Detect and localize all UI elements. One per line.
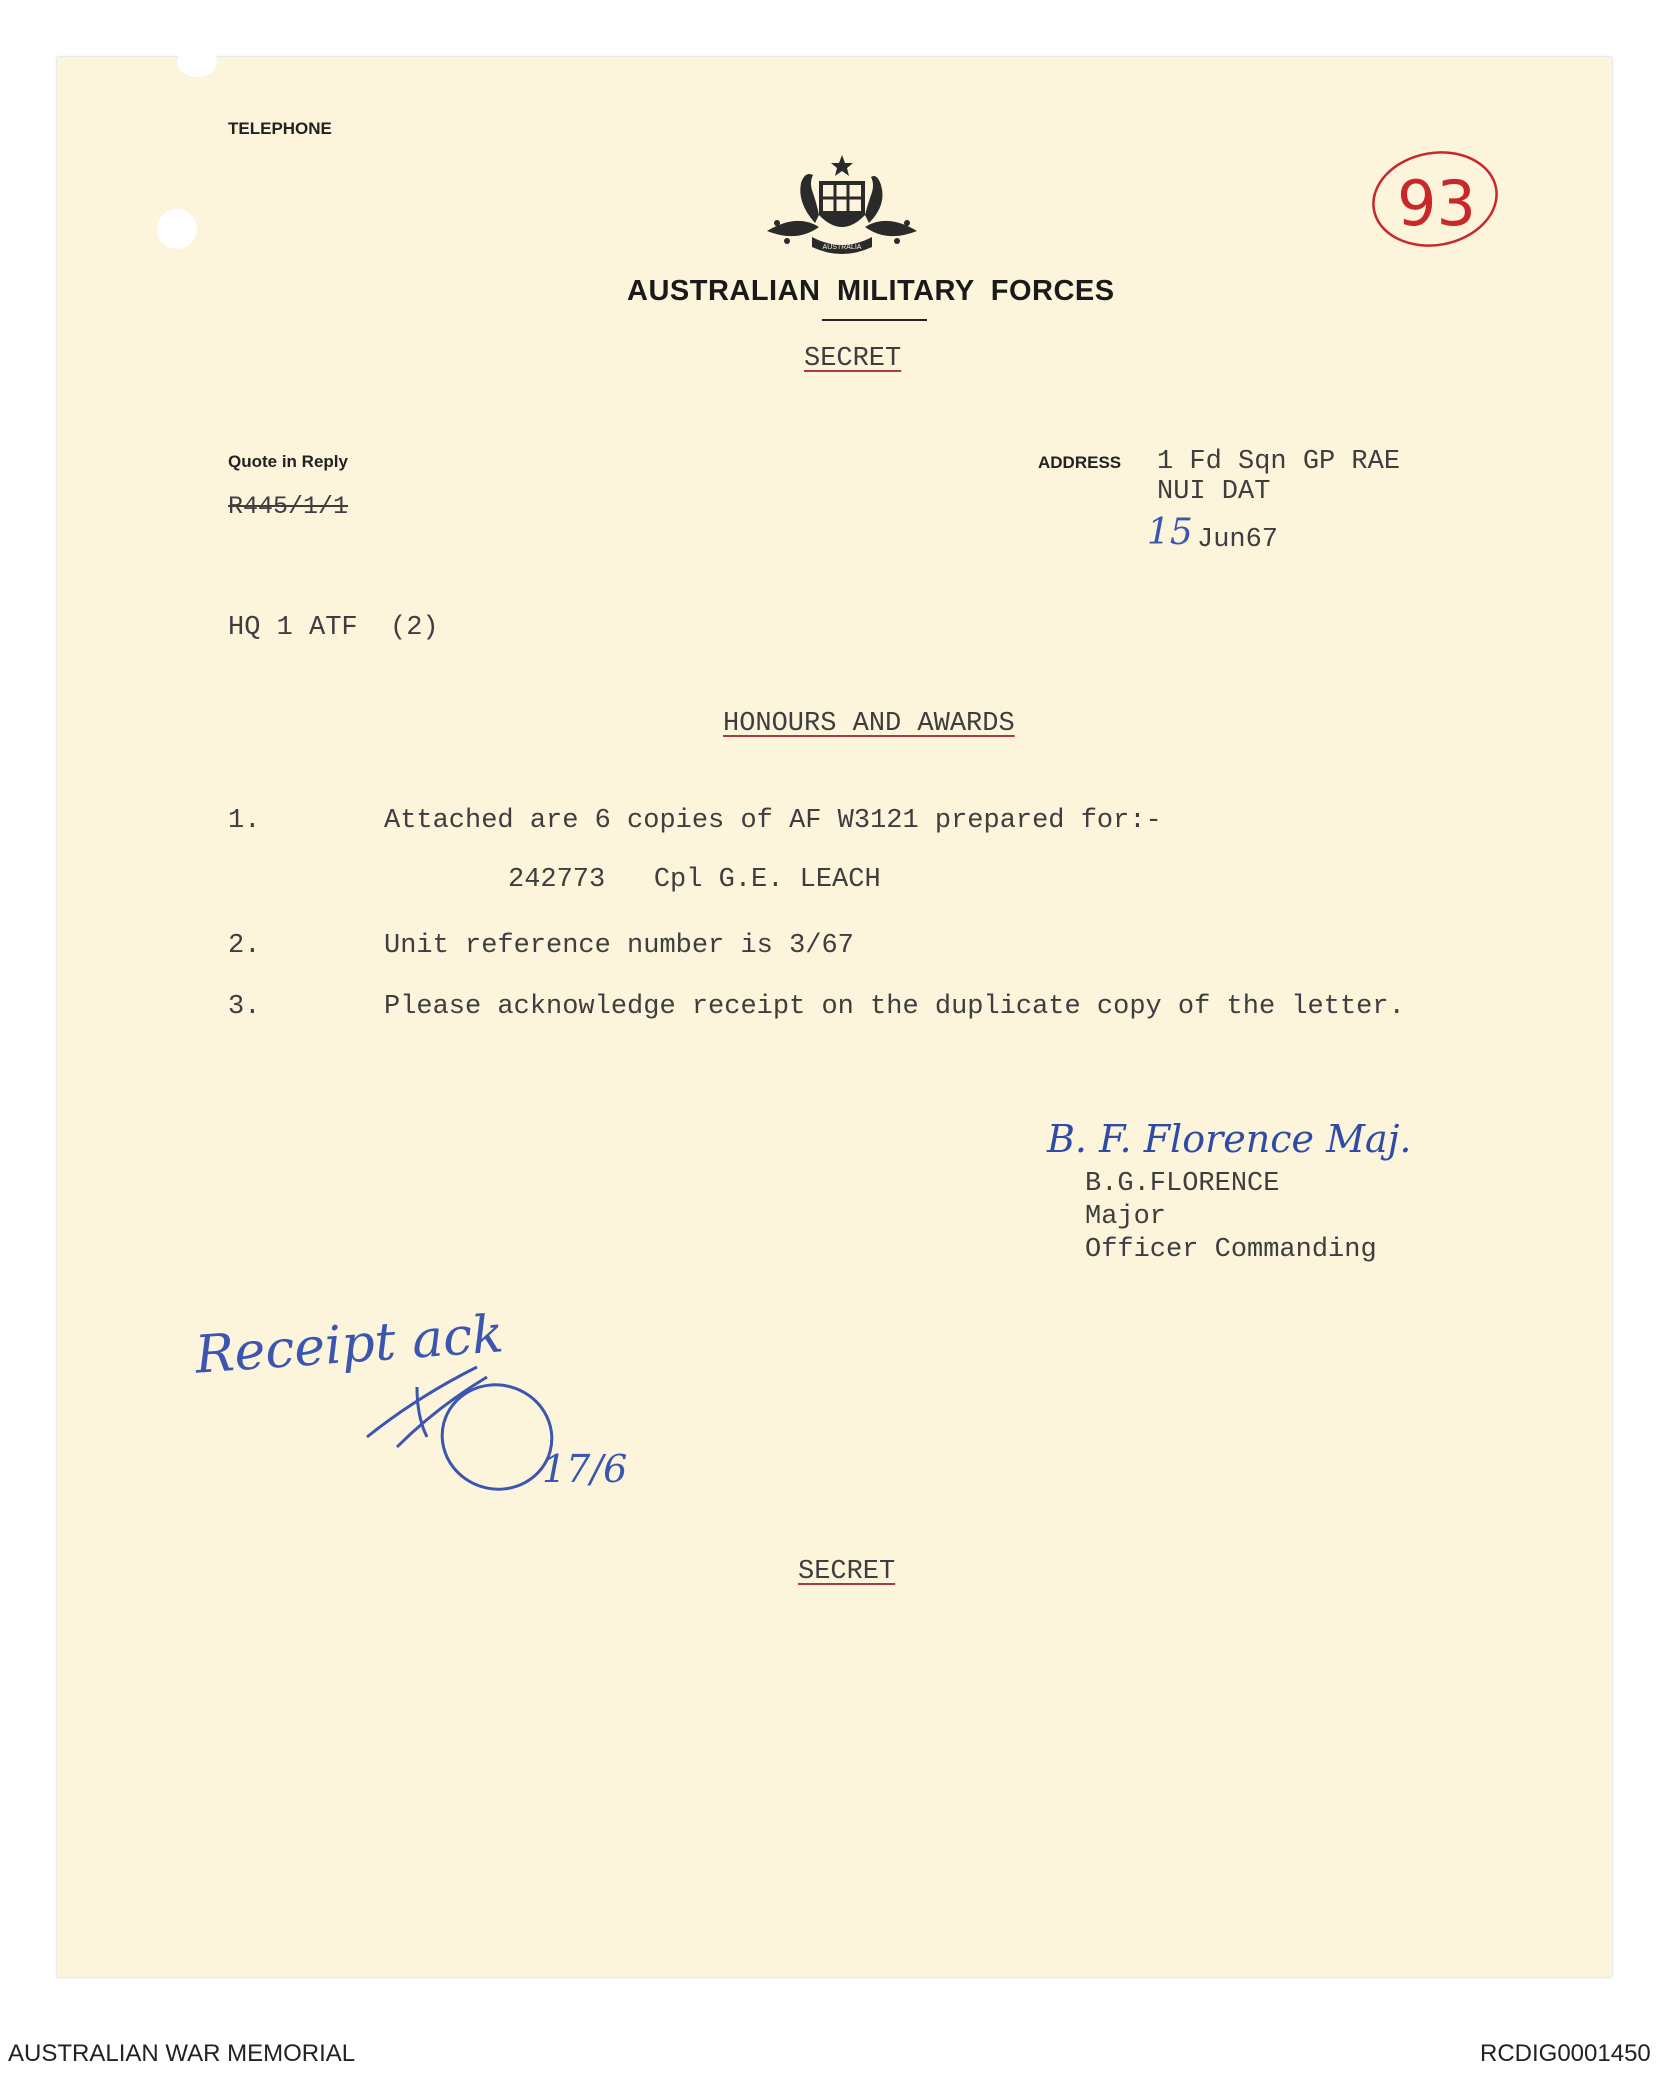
letter-sheet (57, 57, 1612, 1977)
folio-number: 93 (1397, 167, 1476, 240)
address-line-2: NUI DAT (1157, 477, 1271, 507)
recipient: HQ 1 ATF (2) (228, 613, 439, 643)
para-1-detail: 242773 Cpl G.E. LEACH (508, 865, 881, 895)
crest-scroll-text: AUSTRALIA (822, 244, 862, 251)
telephone-label: TELEPHONE (228, 119, 332, 138)
subject-heading: HONOURS AND AWARDS (723, 709, 1015, 739)
classification-bottom: SECRET (798, 1557, 896, 1587)
receipt-annotation: Receipt ack (193, 1304, 506, 1386)
organisation-title: AUSTRALIAN MILITARY FORCES (627, 275, 1115, 307)
para-2-number: 2. (228, 931, 261, 961)
footer-record-id: RCDIG0001450 (1480, 2040, 1651, 2067)
torn-corner (177, 47, 217, 77)
date-month-year: Jun67 (1197, 525, 1279, 555)
para-3-text: Please acknowledge receipt on the duplicate copy of the letter. (384, 992, 1405, 1022)
address-line-1: 1 Fd Sqn GP RAE (1157, 447, 1401, 477)
quote-in-reply-value: R445/1/1 (228, 492, 349, 521)
para-1-number: 1. (228, 806, 261, 836)
signature: B. F. Florence Maj. (1047, 1117, 1412, 1161)
title-rule (822, 319, 927, 321)
punch-hole (157, 209, 197, 249)
signatory-name: B.G.FLORENCE (1085, 1169, 1280, 1199)
date-day-handwritten: 15 (1147, 512, 1193, 553)
footer-archive-name: AUSTRALIAN WAR MEMORIAL (8, 2040, 356, 2067)
classification-top: SECRET (804, 344, 902, 374)
para-3-number: 3. (228, 992, 261, 1022)
para-2-text: Unit reference number is 3/67 (384, 931, 854, 961)
para-1-text: Attached are 6 copies of AF W3121 prepared for:- (384, 806, 1162, 836)
annotation-date: 17/6 (542, 1447, 628, 1491)
signatory-appointment: Officer Commanding (1085, 1235, 1377, 1265)
coat-of-arms-icon (757, 153, 927, 258)
address-label: ADDRESS (1038, 453, 1122, 472)
signatory-rank: Major (1085, 1202, 1167, 1232)
quote-in-reply-label: Quote in Reply (228, 452, 348, 471)
